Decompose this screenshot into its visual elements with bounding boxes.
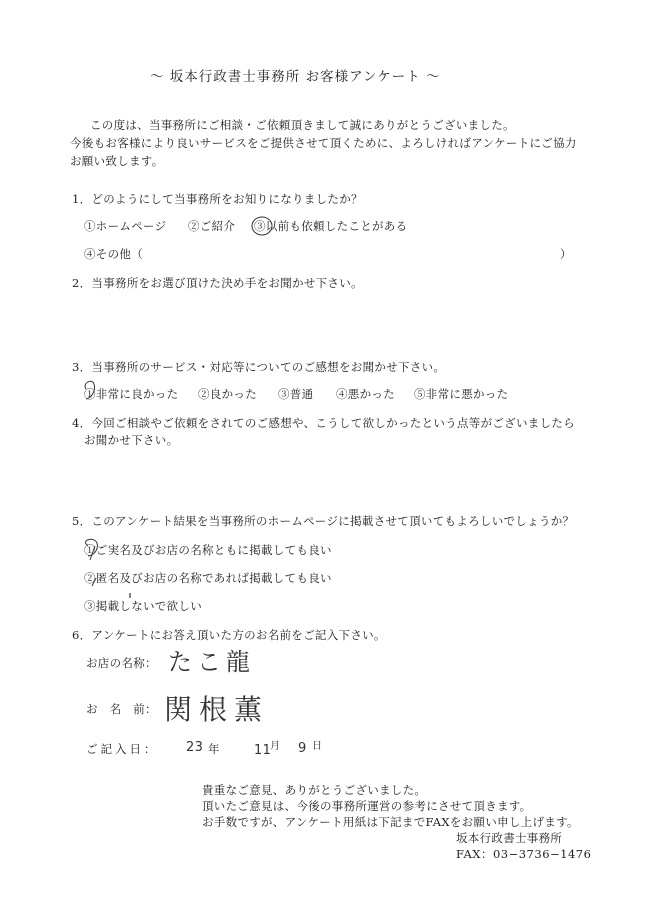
q3-option-4[interactable]: ④悪かった (336, 387, 395, 401)
q5-option-2[interactable]: ②匿名及びお店の名称であれば掲載しても良い (84, 571, 332, 585)
q1-question: 1．どのようにして当事務所をお知りになりましたか？ (72, 192, 363, 206)
date-month-unit: 月 (270, 741, 281, 752)
date-year-value[interactable]: 23 (186, 740, 204, 755)
intro-line-3: お願い致します。 (70, 154, 164, 168)
q3-option-1[interactable]: ①非常に良かった (84, 387, 179, 401)
q1-selection-circle (252, 217, 272, 235)
q5-option-1[interactable]: ①ご実名及びお店の名称ともに掲載しても良い (84, 543, 332, 557)
q4-question-line-1: 4．今回ご相談やご依頼をされてのご感想や、こうして欲しかったという点等がございましたら (72, 416, 575, 430)
q4-question-line-2: お聞かせ下さい。 (84, 433, 179, 447)
q1-option-1[interactable]: ①ホームページ (84, 219, 167, 233)
date-year-unit: 年 (208, 742, 220, 756)
intro-line-2: 今後もお客様により良いサービスをご提供させて頂くために、よろしければアンケートにご協力 (70, 136, 577, 150)
q5-selection-mark (86, 539, 98, 560)
footer-line-2: 頂いたご意見は、今後の事務所運営の参考にさせて頂きます。 (202, 799, 532, 813)
intro-line-1: この度は、当事務所にご相談・ご依頼頂きまして誠にありがとうございました。 (90, 118, 515, 132)
q5-option-3[interactable]: ③掲載しないで欲しい (84, 599, 202, 613)
q3-option-3[interactable]: ③普通 (278, 387, 314, 401)
page-title: 〜 坂本行政書士事務所 お客様アンケート 〜 (150, 69, 441, 85)
date-day-value[interactable]: 9 (298, 741, 307, 756)
person-name-label: お 名 前： (86, 702, 157, 716)
q2-question: 2．当事務所をお選び頂けた決め手をお聞かせ下さい。 (72, 276, 363, 290)
footer-line-1: 貴重なご意見、ありがとうございました。 (202, 783, 427, 797)
date-day-unit: 日 (312, 741, 323, 752)
q3-option-5[interactable]: ⑤非常に悪かった (414, 387, 509, 401)
q1-option-4[interactable]: ④その他（ (84, 247, 143, 261)
q3-option-2[interactable]: ②良かった (198, 387, 257, 401)
date-month-value[interactable]: 11 (254, 743, 272, 758)
footer-line-3: お手数ですが、アンケート用紙は下記までFAXをお願い申し上げます。 (202, 815, 579, 829)
shop-name-value[interactable]: たこ龍 (168, 648, 255, 676)
q1-option-4-close: ） (560, 247, 572, 261)
shop-name-label: お店の名称： (86, 656, 157, 670)
q5-question: 5．このアンケート結果を当事務所のホームページに掲載させて頂いてもよろしいでしょうか？ (72, 514, 575, 528)
q6-question: 6．アンケートにお答え頂いた方のお名前をご記入下さい。 (72, 628, 386, 642)
person-name-value[interactable]: 関根薫 (164, 693, 270, 726)
q5-option-2-stray-mark (92, 578, 96, 586)
q3-question: 3．当事務所のサービス・対応等についてのご感想をお聞かせ下さい。 (72, 360, 446, 374)
date-label: ご記入日： (86, 742, 159, 756)
q3-selection-mark (85, 381, 94, 399)
q1-option-2[interactable]: ②ご紹介 (188, 219, 236, 233)
footer-office-name: 坂本行政書士事務所 (456, 831, 563, 845)
q1-option-3[interactable]: ③以前も依頼したことがある (254, 219, 408, 233)
footer-fax: FAX：03−3736−1476 (456, 847, 592, 861)
